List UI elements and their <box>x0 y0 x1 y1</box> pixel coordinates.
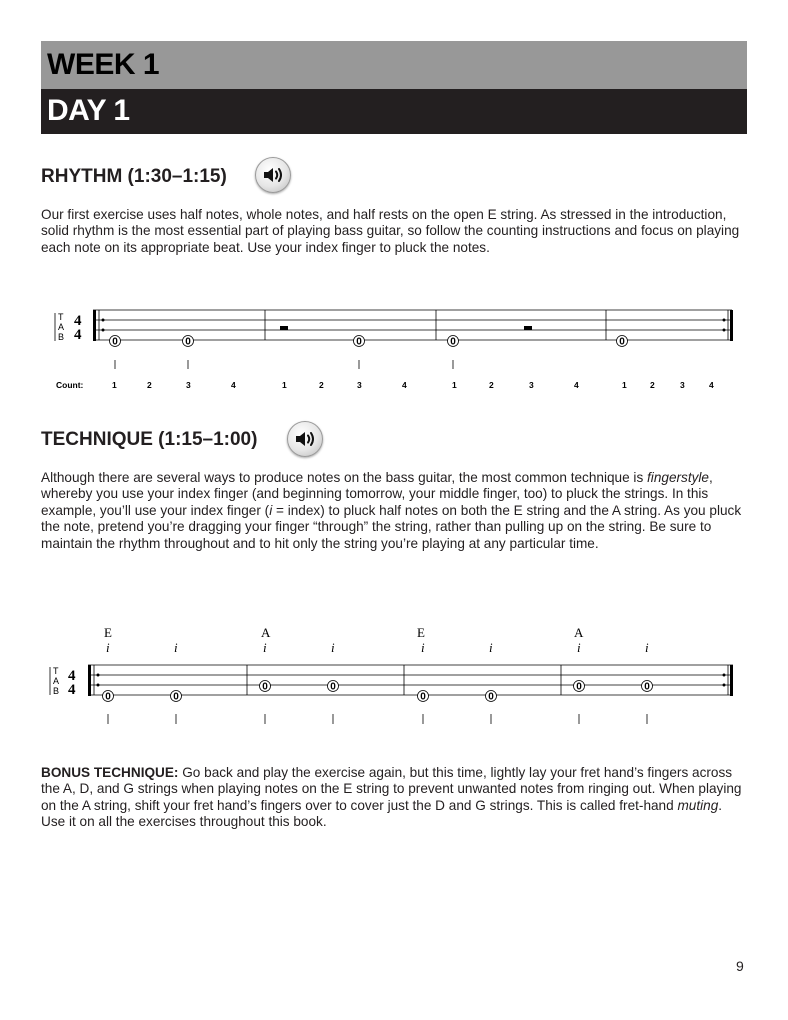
count-beat: 4 <box>231 380 236 390</box>
svg-text:4: 4 <box>68 668 76 684</box>
count-beat: 2 <box>650 380 655 390</box>
finger-mark: i <box>577 640 581 655</box>
bonus-label: BONUS TECHNIQUE: <box>41 765 179 780</box>
svg-text:0: 0 <box>450 336 456 348</box>
day-title: DAY 1 <box>47 94 130 127</box>
count-beat: 1 <box>112 380 117 390</box>
count-beat: 1 <box>452 380 457 390</box>
tab-note <box>642 681 653 693</box>
tab-note <box>328 681 339 693</box>
finger-mark: i <box>645 640 649 655</box>
finger-mark: i <box>421 640 425 655</box>
count-beat: 4 <box>709 380 714 390</box>
finger-markings <box>106 640 649 655</box>
muting-term: muting <box>677 797 719 813</box>
svg-text:B: B <box>53 686 60 696</box>
svg-text:0: 0 <box>356 336 362 348</box>
tab-note <box>486 691 497 703</box>
tab-note <box>260 681 271 693</box>
string-label: A <box>574 625 584 640</box>
rhythm-heading: RHYTHM (1:30–1:15) <box>41 166 227 187</box>
svg-text:0: 0 <box>262 681 268 693</box>
string-label: A <box>261 625 271 640</box>
string-label: E <box>417 625 425 640</box>
svg-text:T: T <box>53 666 59 676</box>
fingerstyle-term: fingerstyle <box>647 470 709 485</box>
tab-letter-b: B <box>58 332 65 342</box>
svg-text:4: 4 <box>68 682 76 698</box>
finger-mark: i <box>106 640 110 655</box>
count-beat: 4 <box>402 380 407 390</box>
svg-text:0: 0 <box>330 681 336 693</box>
tab-note <box>574 681 585 693</box>
svg-text:0: 0 <box>420 691 426 703</box>
tab-note <box>171 691 182 703</box>
finger-mark: i <box>263 640 267 655</box>
index-abbrev: i <box>269 502 273 518</box>
week-title: WEEK 1 <box>47 48 160 81</box>
string-label: E <box>104 625 112 640</box>
svg-text:0: 0 <box>644 681 650 693</box>
svg-text:0: 0 <box>112 336 118 348</box>
svg-text:0: 0 <box>488 691 494 703</box>
svg-text:A: A <box>53 676 60 686</box>
svg-text:0: 0 <box>173 691 179 703</box>
svg-text:0: 0 <box>185 336 191 348</box>
count-beat: 2 <box>319 380 324 390</box>
count-beat: 3 <box>186 380 191 390</box>
technique-paragraph: Although there are several ways to produce notes on the bass guitar, the most common technique is fingerstyle, whereby you use your index finger (and beginning tomorrow, your middle finger, too) to pluck the strings. In this example, you’ll use your index finger (i = index) to pluck half notes on both the E string and the A string. As you pluck the note, pretend you’re dragging your finger “through” the string, rather than pulling up on the string. Be sure to maintain the rhythm throughout and to hit only the string you’re playing at any particular time. <box>41 470 742 551</box>
tab-note <box>418 691 429 703</box>
svg-text:0: 0 <box>619 336 625 348</box>
technique-heading: TECHNIQUE (1:15–1:00) <box>41 429 258 450</box>
bonus-paragraph: BONUS TECHNIQUE: Go back and play the exercise again, but this time, lightly lay your fret hand’s fingers across the A, D, and G strings when playing notes on the E string to prevent unwanted notes from ringing out. When playing on the A string, shift your fret hand’s fingers over to cover just the D and G strings. This is called fret-hand muting. Use it on all the exercises throughout this book. <box>41 765 742 830</box>
technique-tab-clef <box>50 666 59 696</box>
svg-text:0: 0 <box>105 691 111 703</box>
time-signature-bottom: 4 <box>74 327 82 343</box>
tab-letter-a: A <box>58 322 65 332</box>
finger-mark: i <box>489 640 493 655</box>
rhythm-paragraph: Our first exercise uses half notes, whole notes, and half rests on the open E string. As stressed in the introduction, solid rhythm is the most essential part of playing bass guitar, so follow the counting instructions and focus on playing each note on its appropriate beat. Use your index finger to pluck the notes. <box>41 207 740 255</box>
count-beat: 2 <box>489 380 494 390</box>
count-beat: 3 <box>529 380 534 390</box>
count-beat: 1 <box>622 380 627 390</box>
tab-letter-t: T <box>58 312 64 322</box>
time-signature-top: 4 <box>74 313 82 329</box>
string-labels <box>104 625 584 640</box>
count-beat: 1 <box>282 380 287 390</box>
svg-text:0: 0 <box>576 681 582 693</box>
finger-mark: i <box>331 640 335 655</box>
count-beat: 4 <box>574 380 579 390</box>
count-beat: 2 <box>147 380 152 390</box>
count-beat: 3 <box>357 380 362 390</box>
page-number: 9 <box>736 958 744 974</box>
tab-note <box>103 691 114 703</box>
technique-stems <box>108 714 647 724</box>
finger-mark: i <box>174 640 178 655</box>
count-label: Count: <box>56 380 84 390</box>
count-beat: 3 <box>680 380 685 390</box>
